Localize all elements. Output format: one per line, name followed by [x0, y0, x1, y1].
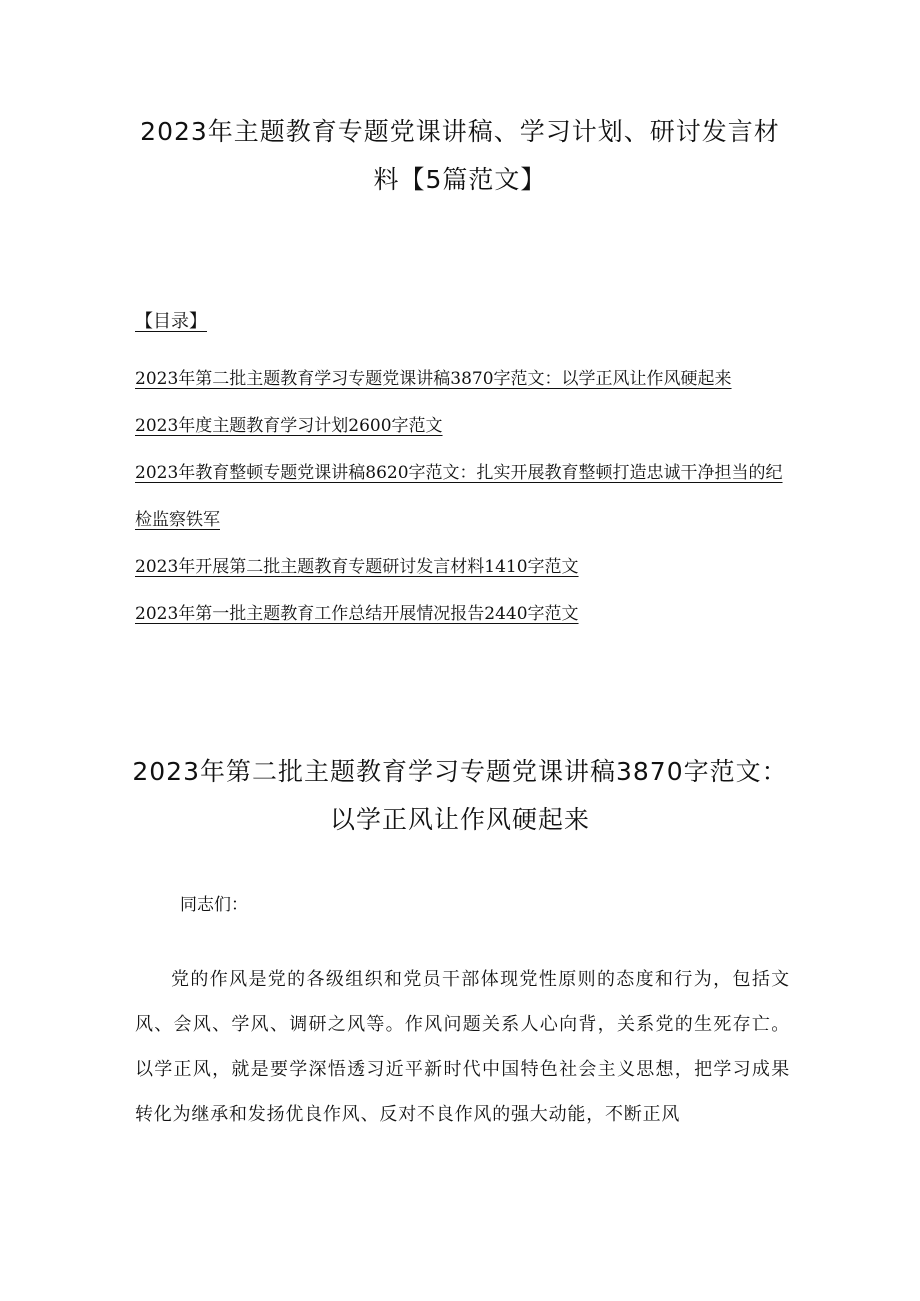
toc-link-5[interactable]: 2023年第一批主题教育工作总结开展情况报告2440字范文 — [135, 604, 579, 624]
body-paragraph: 党的作风是党的各级组织和党员干部体现党性原则的态度和行为，包括文风、会风、学风、调研之风等。作风问题关系人心向背，关系党的生死存亡。以学正风，就是要学深悟透习近平新时代中国特色社会主义思想，把学习成果转化为继承和发扬优良作风、反对不良作风的强大动能，不断正风 — [135, 969, 790, 1125]
toc-item — [135, 403, 790, 450]
toc-heading: 【目录】 — [135, 311, 207, 332]
main-title: 2023年主题教育专题党课讲稿、学习计划、研讨发言材料【5篇范文】 — [140, 117, 780, 194]
toc-item — [135, 450, 790, 544]
section-title: 2023年第二批主题教育学习专题党课讲稿3870字范文：以学正风让作风硬起来 — [132, 757, 788, 834]
toc-link-2[interactable]: 2023年度主题教育学习计划2600字范文 — [135, 416, 443, 436]
salutation: 同志们： — [180, 895, 248, 915]
toc-item — [135, 591, 790, 638]
toc-item — [135, 544, 790, 591]
toc-item — [135, 356, 790, 403]
toc-link-4[interactable]: 2023年开展第二批主题教育专题研讨发言材料1410字范文 — [135, 557, 579, 577]
toc-link-1[interactable]: 2023年第二批主题教育学习专题党课讲稿3870字范文：以学正风让作风硬起来 — [135, 369, 732, 389]
toc-link-3[interactable]: 2023年教育整顿专题党课讲稿8620字范文：扎实开展教育整顿打造忠诚干净担当的纪检监察铁军 — [135, 463, 783, 530]
table-of-contents — [135, 356, 790, 638]
